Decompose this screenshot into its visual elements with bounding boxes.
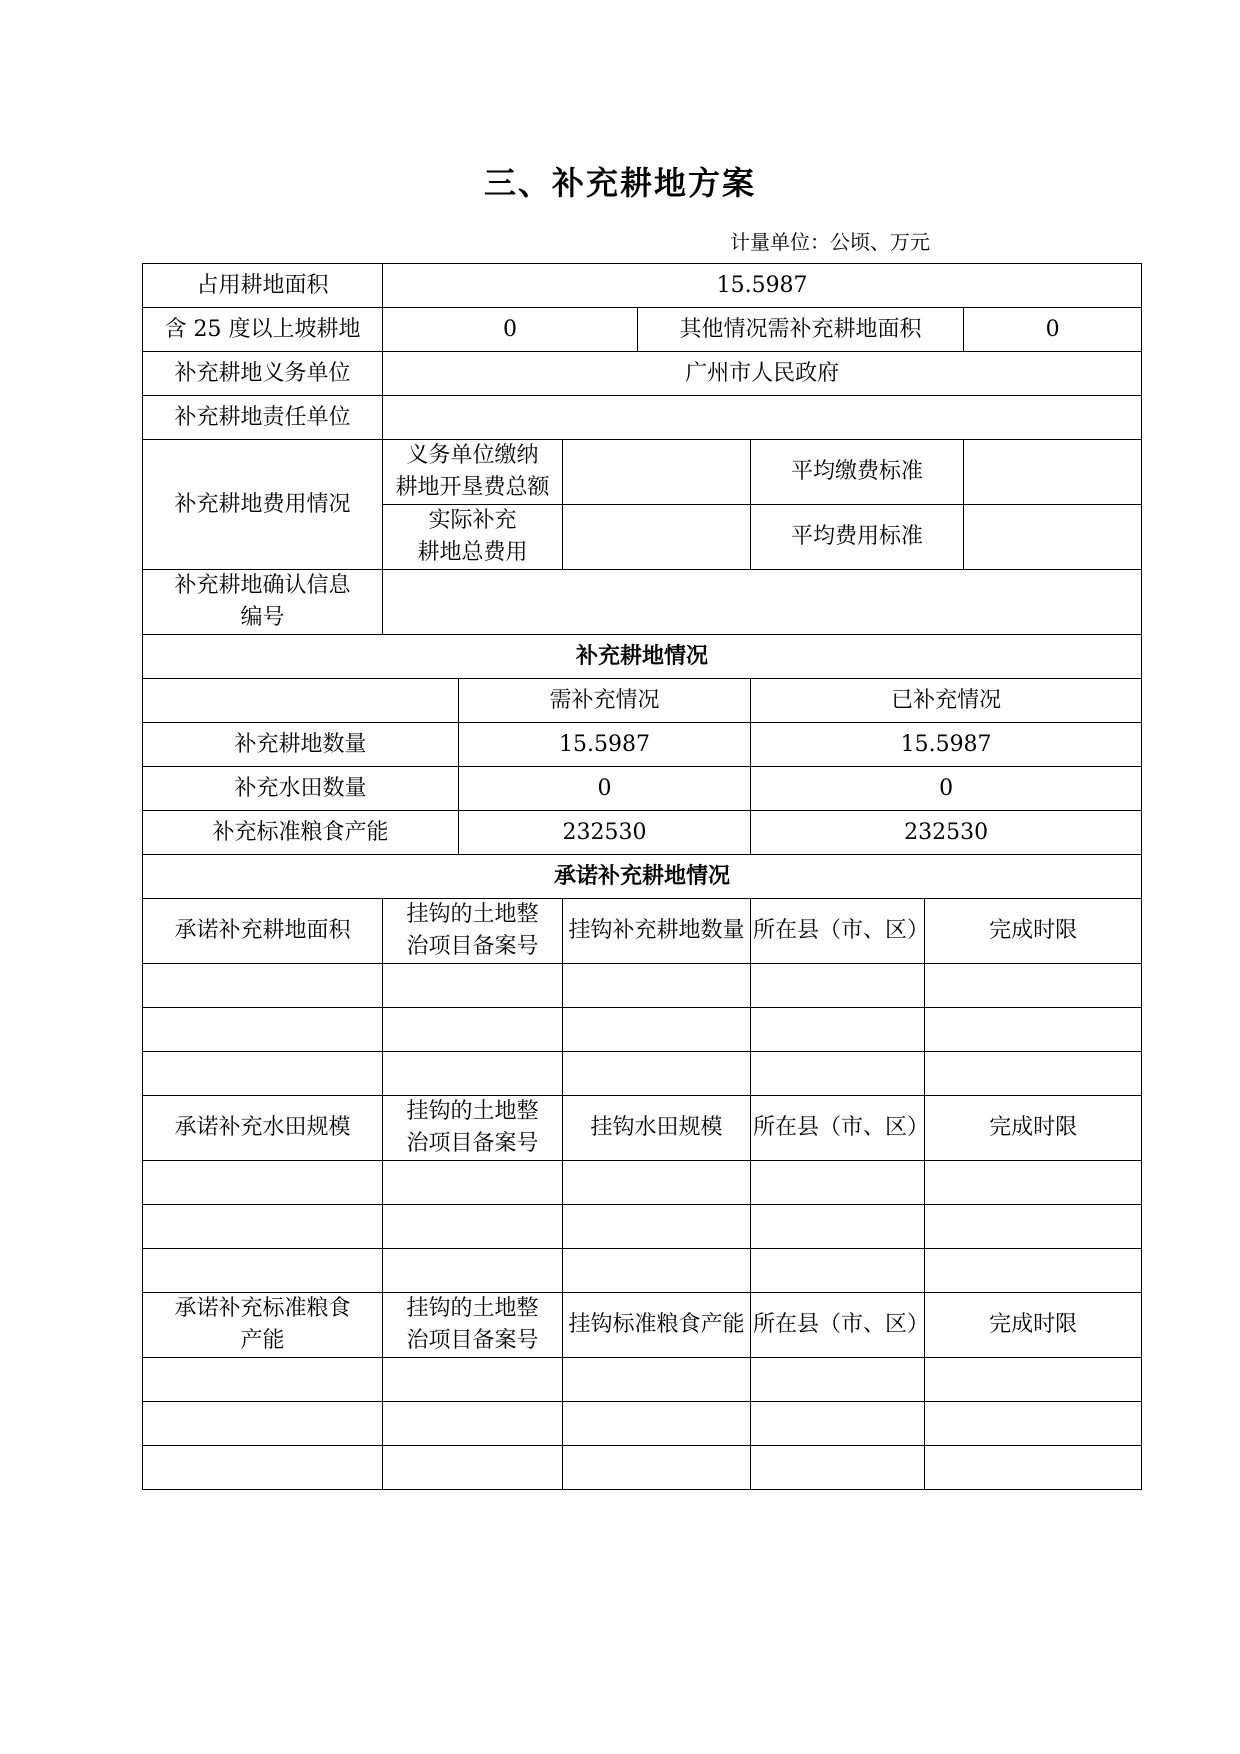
promise-header-county: 所在县（市、区） xyxy=(751,899,925,964)
supplement-row xyxy=(143,767,1142,811)
supplement-row-need: 232530 xyxy=(459,811,751,855)
slope-row xyxy=(143,308,1142,352)
empty-cell xyxy=(751,1052,925,1096)
other-value: 0 xyxy=(964,308,1142,352)
empty-cell xyxy=(143,1402,383,1446)
occupied-label: 占用耕地面积 xyxy=(143,264,383,308)
promise-header-deadline: 完成时限 xyxy=(925,1293,1142,1358)
fee-total-label xyxy=(383,440,563,505)
unit-note: 计量单位：公顷、万元 xyxy=(730,230,930,254)
empty-cell xyxy=(751,1358,925,1402)
promise-empty-row xyxy=(143,1446,1142,1490)
promise-header-commit-line2: 产能 xyxy=(240,1328,285,1353)
empty-cell xyxy=(563,1161,751,1205)
empty-cell xyxy=(925,1052,1142,1096)
promise-empty-row xyxy=(143,1052,1142,1096)
confirm-label xyxy=(143,570,383,635)
supplement-header-empty xyxy=(143,679,459,723)
supplement-header-need: 需补充情况 xyxy=(459,679,751,723)
promise-empty-row xyxy=(143,1358,1142,1402)
promise-header-county: 所在县（市、区） xyxy=(751,1096,925,1161)
cost-row-1 xyxy=(143,440,1142,505)
actual-cost-label-line2: 耕地总费用 xyxy=(417,540,528,565)
empty-cell xyxy=(751,1161,925,1205)
promise-header-project-no-line2: 治项目备案号 xyxy=(406,1131,539,1156)
fee-total-value xyxy=(563,440,751,505)
duty-unit-value: 广州市人民政府 xyxy=(383,352,1142,396)
promise-section-row xyxy=(143,855,1142,899)
supplement-row-label: 补充耕地数量 xyxy=(143,723,459,767)
empty-cell xyxy=(751,1249,925,1293)
promise-header-project-no-line2: 治项目备案号 xyxy=(406,1328,539,1353)
supplement-row xyxy=(143,723,1142,767)
empty-cell xyxy=(143,1052,383,1096)
empty-cell xyxy=(143,1358,383,1402)
fee-total-label-line1: 义务单位缴纳 xyxy=(406,443,539,468)
avg-cost-label: 平均费用标准 xyxy=(751,505,964,570)
promise-empty-row xyxy=(143,1402,1142,1446)
resp-unit-row xyxy=(143,396,1142,440)
promise-header-commit xyxy=(143,1096,383,1161)
other-label: 其他情况需补充耕地面积 xyxy=(638,308,964,352)
empty-cell xyxy=(383,1052,563,1096)
supplement-row-done: 15.5987 xyxy=(751,723,1142,767)
promise-header-commit-line1: 承诺补充标准粮食 xyxy=(174,1296,351,1321)
avg-fee-value xyxy=(964,440,1142,505)
promise-empty-row xyxy=(143,964,1142,1008)
empty-cell xyxy=(751,1205,925,1249)
confirm-value xyxy=(383,570,1142,635)
supplement-row-need: 15.5987 xyxy=(459,723,751,767)
promise-header-deadline: 完成时限 xyxy=(925,899,1142,964)
farmland-plan-table xyxy=(142,263,1142,1490)
empty-cell xyxy=(925,1446,1142,1490)
actual-cost-label-line1: 实际补充 xyxy=(428,508,517,533)
promise-header-row xyxy=(143,899,1142,964)
promise-header-commit-line1: 承诺补充耕地面积 xyxy=(174,918,351,943)
promise-header-project-no-line2: 治项目备案号 xyxy=(406,934,539,959)
empty-cell xyxy=(143,1446,383,1490)
empty-cell xyxy=(925,1358,1142,1402)
promise-header-row xyxy=(143,1096,1142,1161)
empty-cell xyxy=(751,964,925,1008)
empty-cell xyxy=(751,1446,925,1490)
resp-unit-label: 补充耕地责任单位 xyxy=(143,396,383,440)
occupied-value: 15.5987 xyxy=(383,264,1142,308)
promise-empty-row xyxy=(143,1161,1142,1205)
promise-header-linked: 挂钩标准粮食产能 xyxy=(563,1293,751,1358)
promise-empty-row xyxy=(143,1205,1142,1249)
actual-cost-label xyxy=(383,505,563,570)
empty-cell xyxy=(751,1008,925,1052)
empty-cell xyxy=(563,1008,751,1052)
empty-cell xyxy=(143,1205,383,1249)
promise-section-title: 承诺补充耕地情况 xyxy=(143,855,1142,899)
supplement-header-row xyxy=(143,679,1142,723)
promise-empty-row xyxy=(143,1008,1142,1052)
promise-header-project-no-line1: 挂钩的土地整 xyxy=(406,1296,539,1321)
slope-label: 含 25 度以上坡耕地 xyxy=(143,308,383,352)
empty-cell xyxy=(563,1205,751,1249)
empty-cell xyxy=(563,1052,751,1096)
empty-cell xyxy=(383,1249,563,1293)
empty-cell xyxy=(925,1161,1142,1205)
empty-cell xyxy=(563,1446,751,1490)
avg-fee-label: 平均缴费标准 xyxy=(751,440,964,505)
empty-cell xyxy=(383,1446,563,1490)
promise-header-project-no xyxy=(383,899,563,964)
empty-cell xyxy=(925,1205,1142,1249)
empty-cell xyxy=(563,964,751,1008)
fee-total-label-line2: 耕地开垦费总额 xyxy=(395,475,550,500)
empty-cell xyxy=(383,1161,563,1205)
confirm-label-line2: 编号 xyxy=(240,605,285,630)
promise-header-project-no xyxy=(383,1293,563,1358)
empty-cell xyxy=(143,1249,383,1293)
promise-header-commit xyxy=(143,899,383,964)
avg-cost-value xyxy=(964,505,1142,570)
supplement-section-row xyxy=(143,635,1142,679)
supplement-row-need: 0 xyxy=(459,767,751,811)
empty-cell xyxy=(383,1402,563,1446)
occupied-row xyxy=(143,264,1142,308)
promise-header-commit xyxy=(143,1293,383,1358)
promise-header-project-no xyxy=(383,1096,563,1161)
promise-header-county: 所在县（市、区） xyxy=(751,1293,925,1358)
empty-cell xyxy=(925,1008,1142,1052)
empty-cell xyxy=(143,1161,383,1205)
supplement-row-done: 0 xyxy=(751,767,1142,811)
supplement-row-done: 232530 xyxy=(751,811,1142,855)
promise-header-linked: 挂钩补充耕地数量 xyxy=(563,899,751,964)
promise-header-commit-line1: 承诺补充水田规模 xyxy=(174,1115,351,1140)
empty-cell xyxy=(383,1358,563,1402)
supplement-section-title: 补充耕地情况 xyxy=(143,635,1142,679)
duty-unit-row xyxy=(143,352,1142,396)
duty-unit-label: 补充耕地义务单位 xyxy=(143,352,383,396)
empty-cell xyxy=(751,1402,925,1446)
empty-cell xyxy=(383,1205,563,1249)
supplement-header-done: 已补充情况 xyxy=(751,679,1142,723)
promise-header-project-no-line1: 挂钩的土地整 xyxy=(406,1099,539,1124)
promise-header-project-no-line1: 挂钩的土地整 xyxy=(406,902,539,927)
page-title: 三、补充耕地方案 xyxy=(483,164,756,202)
resp-unit-value xyxy=(383,396,1142,440)
empty-cell xyxy=(383,1008,563,1052)
empty-cell xyxy=(563,1402,751,1446)
empty-cell xyxy=(925,1402,1142,1446)
empty-cell xyxy=(925,1249,1142,1293)
empty-cell xyxy=(563,1249,751,1293)
confirm-label-line1: 补充耕地确认信息 xyxy=(174,573,351,598)
supplement-row-label: 补充标准粮食产能 xyxy=(143,811,459,855)
promise-empty-row xyxy=(143,1249,1142,1293)
empty-cell xyxy=(143,1008,383,1052)
supplement-row-label: 补充水田数量 xyxy=(143,767,459,811)
cost-label: 补充耕地费用情况 xyxy=(143,440,383,570)
empty-cell xyxy=(563,1358,751,1402)
promise-header-row xyxy=(143,1293,1142,1358)
empty-cell xyxy=(143,964,383,1008)
empty-cell xyxy=(383,964,563,1008)
supplement-row xyxy=(143,811,1142,855)
actual-cost-value xyxy=(563,505,751,570)
empty-cell xyxy=(925,964,1142,1008)
promise-header-linked: 挂钩水田规模 xyxy=(563,1096,751,1161)
slope-value: 0 xyxy=(383,308,638,352)
confirm-row xyxy=(143,570,1142,635)
promise-header-deadline: 完成时限 xyxy=(925,1096,1142,1161)
